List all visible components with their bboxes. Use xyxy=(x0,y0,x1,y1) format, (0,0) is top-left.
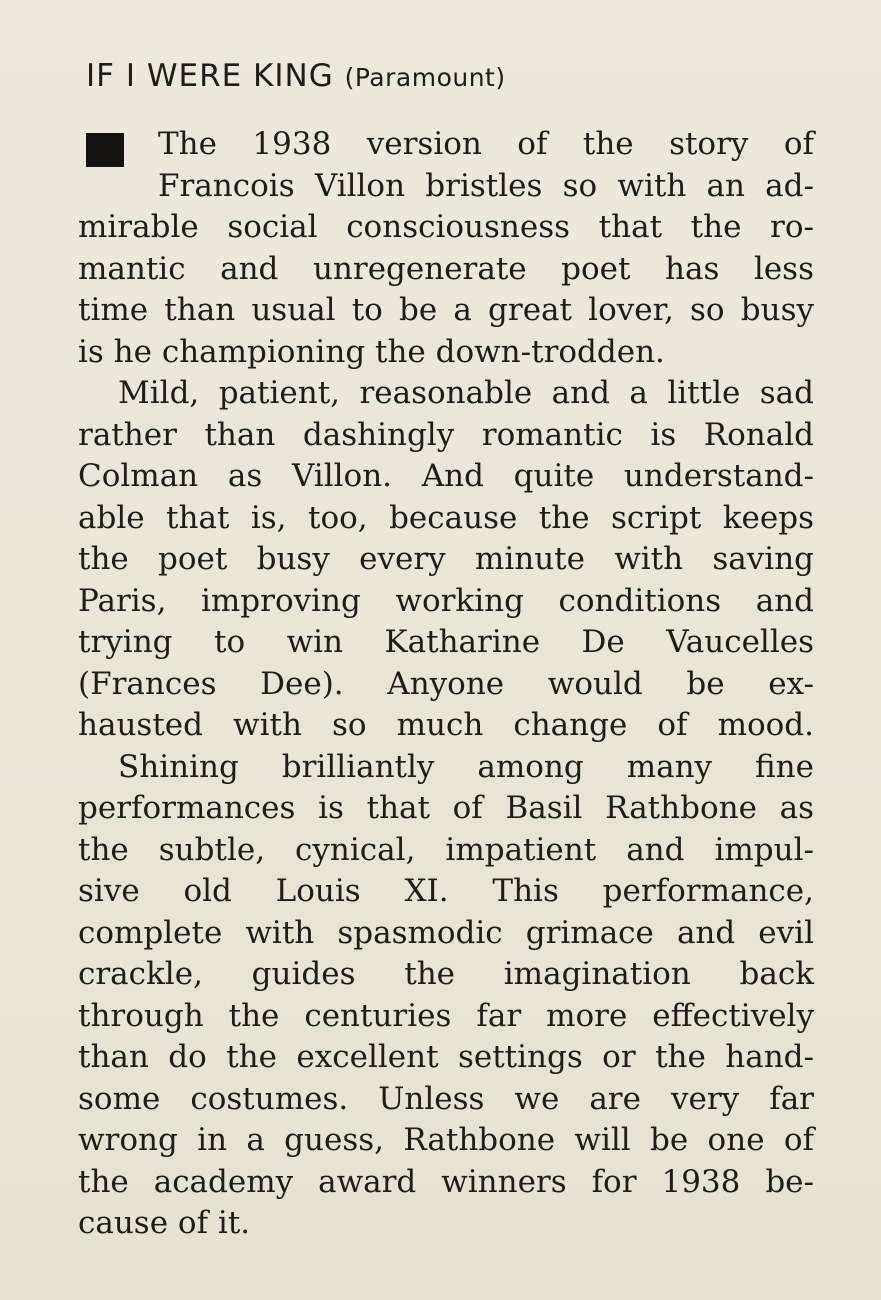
text-line: the subtle, cynical, impatient and impul- xyxy=(78,831,814,868)
paragraph-3 xyxy=(78,747,814,1245)
review-body xyxy=(78,124,814,1245)
text-line: able that is, too, because the script keeps xyxy=(78,499,814,536)
paragraph-2 xyxy=(78,373,814,747)
text-line: Paris, improving working conditions and xyxy=(78,582,814,619)
text-line: mantic and unregenerate poet has less xyxy=(78,250,814,287)
text-line: through the centuries far more effectively xyxy=(78,997,814,1034)
paragraph-1 xyxy=(78,124,814,373)
text-line: is he championing the down-trodden. xyxy=(78,333,665,370)
text-line: Mild, patient, reasonable and a little sad xyxy=(118,375,814,411)
text-line: Francois Villon bristles so with an ad- xyxy=(158,167,814,204)
text-line: wrong in a guess, Rathbone will be one of xyxy=(78,1122,814,1158)
text-line: hausted with so much change of mood. xyxy=(78,707,814,743)
text-line: complete with spasmodic grimace and evil xyxy=(78,914,814,951)
text-line: (Frances Dee). Anyone would be ex- xyxy=(78,665,814,702)
film-title: IF I WERE KING xyxy=(86,58,334,94)
text-line: crackle, guides the imagination back xyxy=(78,956,814,992)
text-line: Colman as Villon. And quite understand- xyxy=(78,458,814,494)
text-line: Shining brilliantly among many fine xyxy=(118,748,814,785)
text-line: trying to win Katharine De Vaucelles xyxy=(78,624,814,660)
text-line: The 1938 version of the story of xyxy=(158,126,814,162)
text-line: than do the excellent settings or the hand- xyxy=(78,1039,814,1075)
text-line: some costumes. Unless we are very far xyxy=(78,1080,814,1117)
studio-name: (Paramount) xyxy=(344,63,506,92)
text-line: sive old Louis XI. This performance, xyxy=(78,873,814,909)
text-line: the poet busy every minute with saving xyxy=(78,541,814,577)
text-line: rather than dashingly romantic is Ronald xyxy=(78,416,814,453)
review-heading xyxy=(86,58,506,94)
text-line: the academy award winners for 1938 be- xyxy=(78,1163,814,1200)
text-line: cause of it. xyxy=(78,1205,251,1241)
text-line: performances is that of Basil Rathbone as xyxy=(78,790,814,826)
text-line: time than usual to be a great lover, so busy xyxy=(78,292,814,328)
text-line: mirable social consciousness that the ro- xyxy=(78,209,814,245)
